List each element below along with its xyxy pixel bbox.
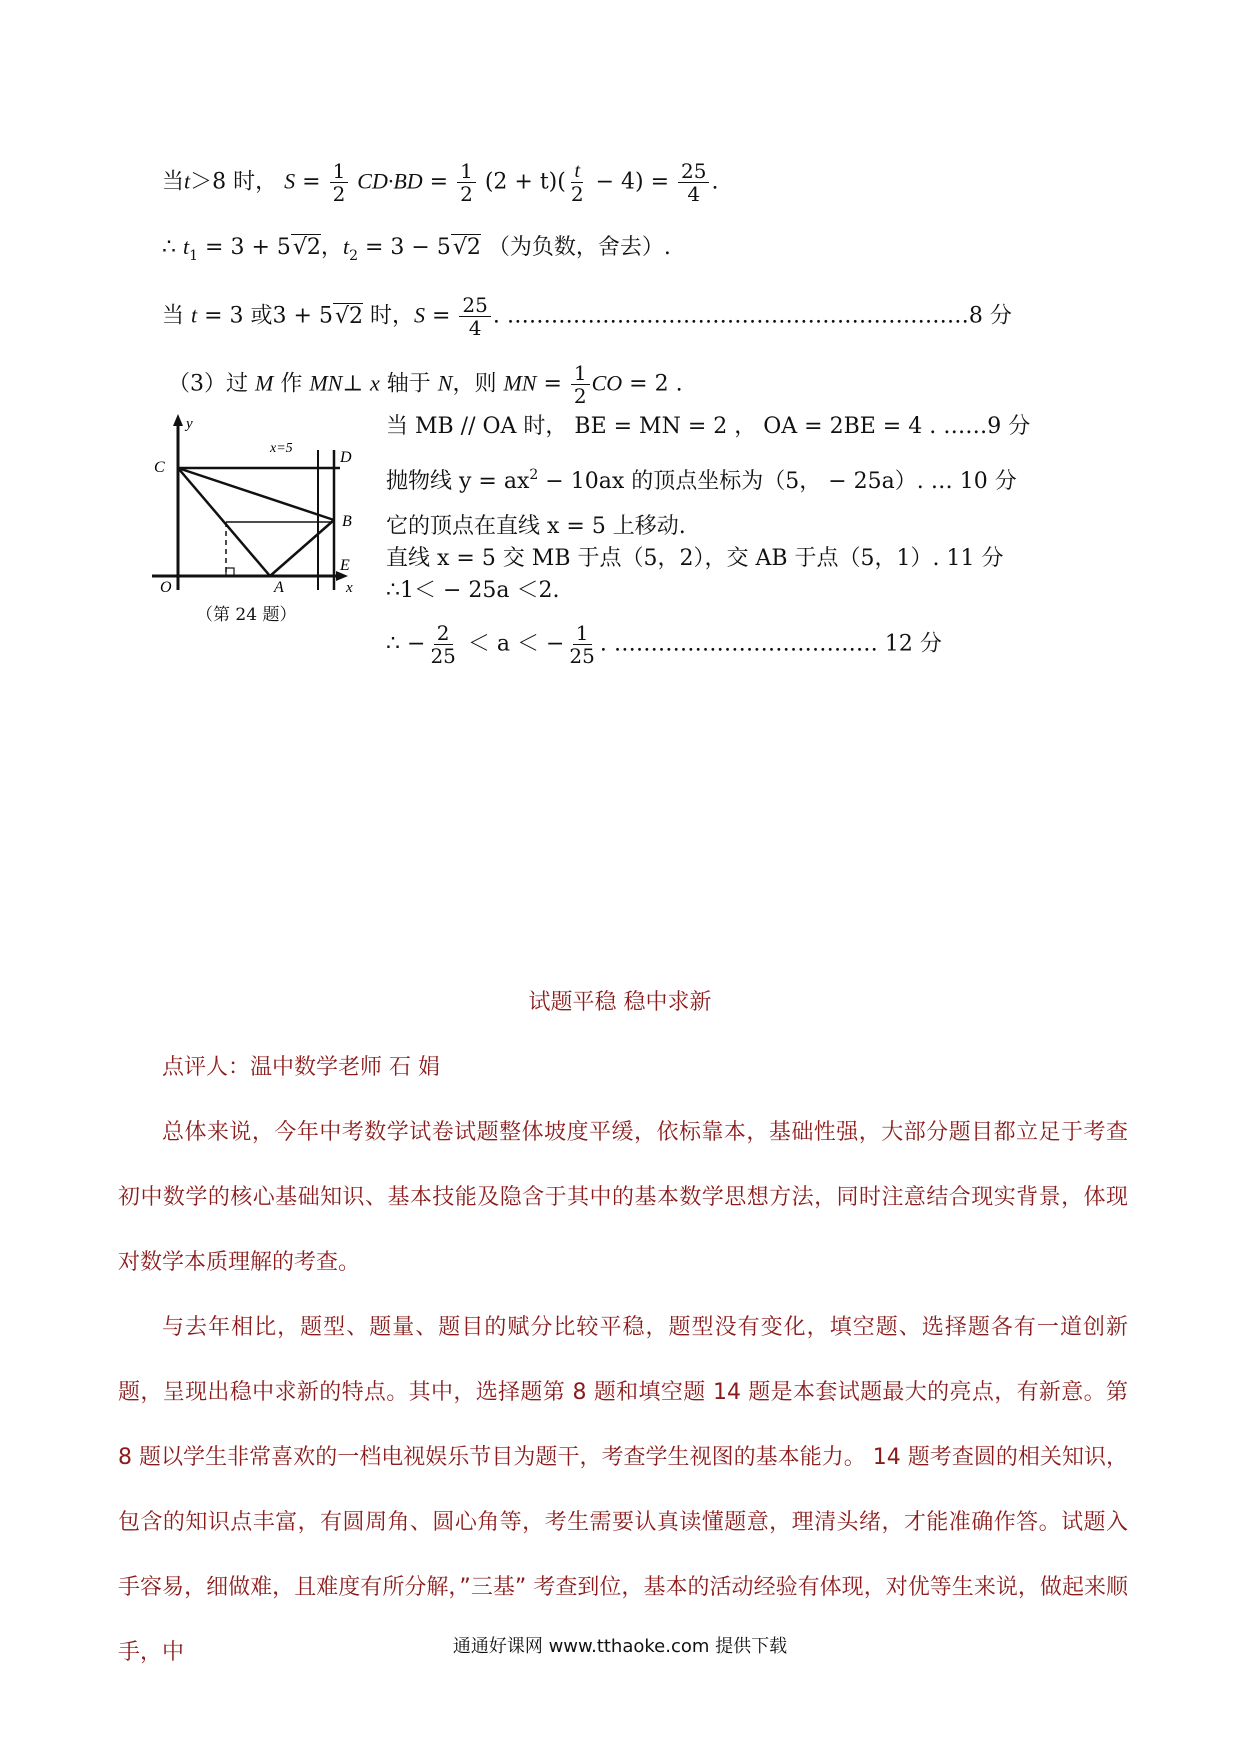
fraction-25-4: $\frac{25}{4}$ <box>678 160 709 205</box>
fraction-half: $\frac{1}{2}$ <box>330 160 349 205</box>
solution-line-3: 当 t = 3 或3 + 5√2 时，S = $\frac{25}{4}$ . ………………………………………………………8 分 <box>162 293 1012 340</box>
label-y: y <box>186 416 193 432</box>
solution-line-5: 当 MB // OA 时， BE = MN = 2 ， OA = 2BE = 4 . ……9 分 <box>386 414 1031 439</box>
label-e: E <box>340 557 350 574</box>
solution-line-4: （3）过 M 作 MN⊥ x 轴于 N，则 MN = $\frac{1}{2}$ CO = 2 . <box>168 361 683 408</box>
fraction-half: $\frac{1}{2}$ <box>457 160 476 205</box>
solution-line-1: 当t＞8 时， S = $\frac{1}{2}$ CD·BD = $\frac{1}{2}$ (2 + t)( $\frac{t}{2}$ − 4) = $\frac{25}{4}$ . <box>162 159 719 206</box>
figure-caption: （第 24 题） <box>196 605 297 625</box>
solution-line-2: ∴ $t_1 = 3 + 5√2$，$t_2 = 3 - 5√2$ （为负数，舍去）. <box>162 234 671 264</box>
fraction-2-25: $\frac{2}{25}$ <box>430 621 456 668</box>
segment-ab <box>270 520 334 576</box>
solution-line-7: 它的顶点在直线 x = 5 上移动. <box>386 514 686 539</box>
solution-line-9: ∴1＜ − 25a ＜2. <box>386 578 560 603</box>
label-d: D <box>340 449 352 466</box>
review-paragraph-1: 总体来说，今年中考数学试卷试题整体坡度平缓，依标靠本，基础性强，大部分题目都立足于考查初中数学的核心基础知识、基本技能及隐含于其中的基本数学思想方法，同时注意结合现实背景，体现对数学本质理解的考查。 <box>118 1120 1128 1275</box>
label-c: C <box>154 459 165 476</box>
sqrt-2: √2 <box>292 235 321 260</box>
sqrt-2: √2 <box>334 303 363 329</box>
page-footer: 通通好课网 www.tthaoke.com 提供下载 <box>452 1636 788 1657</box>
solution-line-10: ∴ − $\frac{2}{25}$ ＜ a ＜ − $\frac{1}{25}$ . ……………………………… 12 分 <box>386 621 942 668</box>
solution-line-8: 直线 x = 5 交 MB 于点（5，2），交 AB 于点（5，1）. 11 分 <box>386 546 1004 571</box>
label-b: B <box>342 513 352 530</box>
review-title: 试题平稳 稳中求新 <box>528 990 712 1015</box>
solution-line-6: 抛物线 $y = ax^2 - 10ax$ 的顶点坐标为（5， − 25a）. … 10 分 <box>386 467 1017 494</box>
fraction-1-25: $\frac{1}{25}$ <box>569 621 595 668</box>
reviewer-line: 点评人：温中数学老师 石 娟 <box>162 1055 440 1080</box>
fraction-t-over-2: $\frac{t}{2}$ <box>570 160 584 206</box>
label-a: A <box>274 579 284 596</box>
review-paragraph-2: 与去年相比，题型、题量、题目的赋分比较平稳，题型没有变化，填空题、选择题各有一道创新题，呈现出稳中求新的特点。其中，选择题第 8 题和填空题 14 题是本套试题最大的亮点，有新意。第 8 题以学生非常喜欢的一档电视娱乐节目为题干，考查学生视图的基本能力。 14 题考查圆的相关知识，包含的知识点丰富，有圆周角、圆心角等，考生需要认真读懂题意，理清头绪，才能准确作答。试题入手容易，细做难，且难度有所分解，”三基” 考查到位，基本的活动经验有体现，对优等生来说，做起来顺手，中 <box>118 1315 1128 1665</box>
label-x5: x=5 <box>270 441 293 456</box>
fraction-25-4: $\frac{25}{4}$ <box>459 294 490 339</box>
label-o: O <box>160 579 172 596</box>
label-x: x <box>346 580 353 596</box>
geometry-figure <box>150 410 370 600</box>
sqrt-2: √2 <box>452 235 481 260</box>
fraction-half: $\frac{1}{2}$ <box>571 362 590 407</box>
y-axis-arrow <box>173 414 183 426</box>
